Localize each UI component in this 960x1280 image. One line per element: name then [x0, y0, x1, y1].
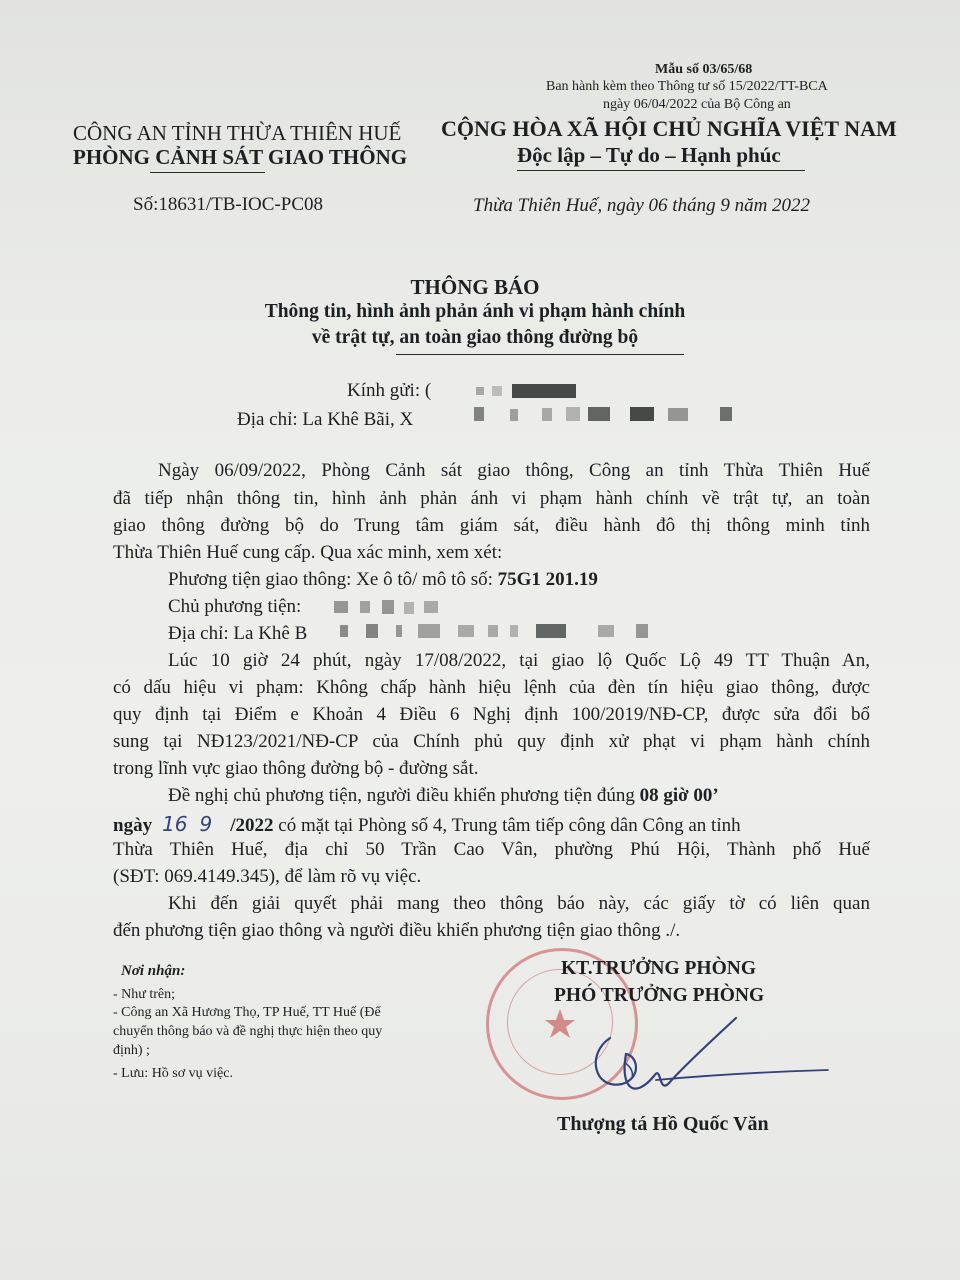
p3-line2-text: có mặt tại Phòng số 4, Trung tâm tiếp công dân Công an tỉnh [273, 815, 741, 836]
p1-line2: đã tiếp nhận thông tin, hình ảnh phản ánh vi phạm hành chính về trật tự, an toàn [113, 488, 870, 509]
signer-name: Thượng tá Hồ Quốc Văn [557, 1113, 769, 1135]
agency-parent: CÔNG AN TỈNH THỪA THIÊN HUẾ [73, 121, 402, 145]
signature-on-behalf: KT.TRƯỞNG PHÒNG [561, 958, 756, 979]
nation-motto: Độc lập – Tự do – Hạnh phúc [517, 143, 781, 167]
p2-line3: quy định tại Điểm e Khoản 4 Điều 6 Nghị định 100/2019/NĐ-CP, được sửa đổi bổ [113, 704, 870, 725]
handwritten-day: 16 [162, 812, 188, 836]
handwritten-month: 9 [199, 812, 213, 836]
document-subtitle-line2: về trật tự, an toàn giao thông đường bộ [311, 327, 639, 348]
address-label: Địa chỉ: La Khê Bãi, X [237, 409, 414, 430]
redacted-owner-name [330, 599, 450, 615]
handwritten-signature-icon [560, 1002, 840, 1112]
p3-line3: Thừa Thiên Huế, địa chỉ 50 Trần Cao Vân, phường Phú Hội, Thành phố Huế [113, 839, 870, 860]
recipient-3: - Lưu: Hồ sơ vụ việc. [113, 1066, 233, 1081]
recipient-2-line1: - Công an Xã Hương Thọ, TP Huế, TT Huế (Để [113, 1005, 381, 1020]
vehicle-plate: 75G1 201.19 [497, 569, 598, 590]
document-number: Số:18631/TB-IOC-PC08 [133, 194, 324, 215]
appointment-year: /2022 [230, 815, 274, 836]
owner-label: Chủ phương tiện: [168, 596, 302, 617]
to-label: Kính gửi: ( [347, 380, 432, 401]
recipients-heading: Nơi nhận: [121, 963, 186, 979]
p2-line5: trong lĩnh vực giao thông đường bộ - đường sắt. [113, 758, 479, 779]
p3-line1-text: Đề nghị chủ phương tiện, người điều khiển phương tiện đúng [168, 785, 640, 806]
p1-line4: Thừa Thiên Huế cung cấp. Qua xác minh, xem xét: [113, 542, 503, 563]
day-label: ngày [113, 815, 153, 836]
recipient-2-line2: chuyển thông báo và đề nghị thực hiện theo quy [113, 1024, 383, 1039]
recipient-2-line3: định) ; [113, 1043, 150, 1058]
p2-line2: có dấu hiệu vi phạm: Không chấp hành hiệu lệnh của đèn tín hiệu giao thông, được [113, 677, 870, 698]
p3-line2 [113, 812, 741, 837]
p3-line4: (SĐT: 069.4149.345), để làm rõ vụ việc. [113, 866, 422, 887]
vehicle-label: Phương tiện giao thông: Xe ô tô/ mô tô số: [168, 569, 498, 590]
agency-underline [150, 172, 265, 173]
form-number: Mẫu số 03/65/68 [655, 62, 753, 77]
signature-position: PHÓ TRƯỞNG PHÒNG [554, 985, 765, 1006]
p3-line1 [168, 785, 719, 807]
agency-name: PHÒNG CẢNH SÁT GIAO THÔNG [73, 145, 408, 169]
owner-address-label: Địa chỉ: La Khê B [168, 623, 308, 644]
redacted-owner-address [336, 622, 666, 640]
p1-line3: giao thông đường bộ do Trung tâm giám sát, điều hành đô thị thông minh tỉnh [113, 515, 870, 536]
form-issued-with: Ban hành kèm theo Thông tư số 15/2022/TT-BCA [546, 79, 828, 94]
p4-line1: Khi đến giải quyết phải mang theo thông báo này, các giấy tờ có liên quan [168, 893, 870, 914]
nation-title: CỘNG HÒA XÃ HỘI CHỦ NGHĨA VIỆT NAM [441, 116, 897, 141]
redacted-recipient-address [470, 405, 740, 425]
form-issued-date: ngày 06/04/2022 của Bộ Công an [603, 97, 791, 112]
redacted-recipient-name [470, 384, 580, 400]
p4-line2: đến phương tiện giao thông và người điều khiển phương tiện giao thông ./. [113, 920, 681, 941]
title-underline [396, 354, 684, 355]
document-title: THÔNG BÁO [410, 275, 540, 299]
p2-line1: Lúc 10 giờ 24 phút, ngày 17/08/2022, tại giao lộ Quốc Lộ 49 TT Thuận An, [168, 650, 870, 671]
vehicle-line [168, 569, 598, 591]
p1-line1: Ngày 06/09/2022, Phòng Cảnh sát giao thông, Công an tỉnh Thừa Thiên Huế [158, 460, 870, 481]
motto-underline [517, 170, 805, 171]
document-subtitle-line1: Thông tin, hình ảnh phản ánh vi phạm hành chính [264, 301, 686, 322]
place-date: Thừa Thiên Huế, ngày 06 tháng 9 năm 2022 [473, 195, 811, 216]
appointment-time: 08 giờ 00’ [639, 785, 719, 806]
recipient-1: - Như trên; [113, 987, 176, 1002]
p2-line4: sung tại NĐ123/2021/NĐ-CP của Chính phủ quy định xử phạt vi phạm hành chính [113, 731, 870, 752]
